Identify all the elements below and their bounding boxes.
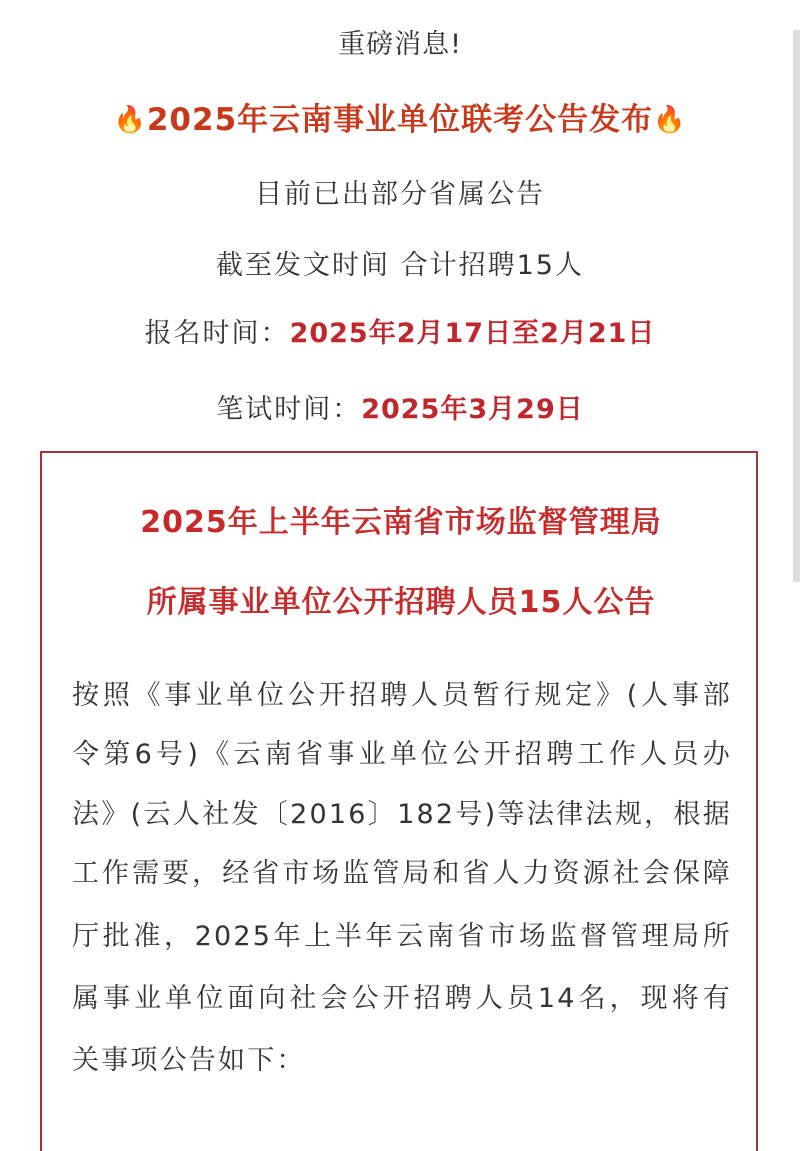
intro-text: 重磅消息! xyxy=(338,29,462,60)
scrollbar[interactable] xyxy=(792,0,800,1130)
written-exam-time-label: 笔试时间： xyxy=(216,394,362,425)
fire-icon: 🔥 xyxy=(653,105,687,135)
notice-title-line-1: 2025年上半年云南省市场监督管理局 xyxy=(140,505,662,540)
headline xyxy=(0,100,800,140)
notice-body-line: 令第6号)《云南省事业单位公开招聘工作人员办 xyxy=(72,739,732,770)
notice-body-line: 关事项公告如下： xyxy=(72,1045,306,1076)
notice-body-line: 属事业单位面向社会公开招聘人员14名，现将有 xyxy=(72,983,732,1014)
notice-body-line: 法》(云人社发〔2016〕182号)等法律法规，根据 xyxy=(72,799,732,830)
notice-title-line-2: 所属事业单位公开招聘人员15人公告 xyxy=(146,585,656,620)
subline-total-hires: 截至发文时间 合计招聘15人 xyxy=(216,250,584,281)
headline-text: 2025年云南事业单位联考公告发布 xyxy=(146,102,654,138)
scrollbar-thumb[interactable] xyxy=(793,30,800,582)
notice-body-line: 厅批准，2025年上半年云南省市场监督管理局所 xyxy=(72,921,732,952)
registration-time-value: 2025年2月17日至2月21日 xyxy=(289,318,656,349)
written-exam-time-value: 2025年3月29日 xyxy=(361,394,584,425)
notice-body-line: 按照《事业单位公开招聘人员暂行规定》(人事部 xyxy=(72,680,732,711)
subline-published: 目前已出部分省属公告 xyxy=(255,179,545,210)
registration-time-label: 报名时间： xyxy=(144,318,290,349)
registration-time xyxy=(0,316,800,352)
notice-box xyxy=(40,451,758,1151)
written-exam-time xyxy=(0,392,800,428)
notice-body-line: 工作需要，经省市场监管局和省人力资源社会保障 xyxy=(72,858,732,889)
fire-icon: 🔥 xyxy=(113,105,147,135)
